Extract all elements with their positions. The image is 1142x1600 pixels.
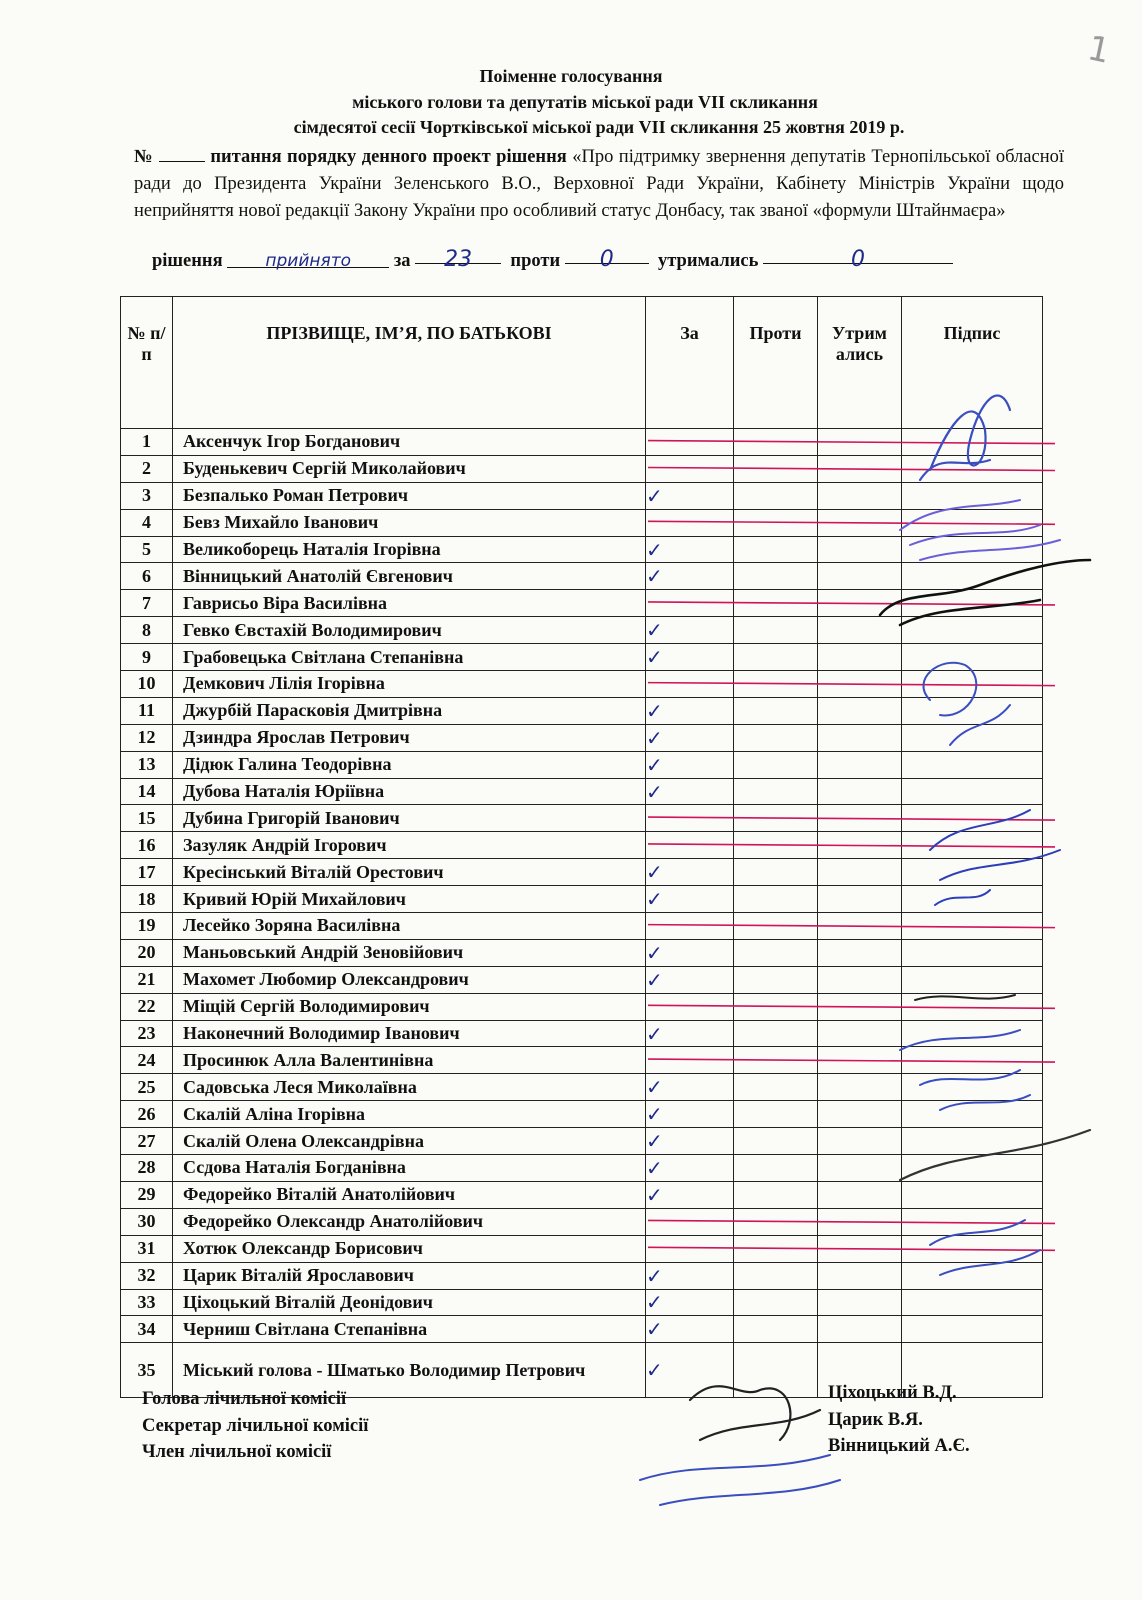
absent-strike-line: [648, 1247, 1055, 1250]
row-number: 25: [121, 1074, 173, 1101]
member-name: Гаврисьо Віра Василівна: [173, 590, 646, 617]
member-name: Федорейко Олександр Анатолійович: [173, 1208, 646, 1235]
col-header-abstain: Утримались: [818, 297, 902, 429]
vote-for-cell: ✓: [646, 886, 734, 913]
decision-result: прийнято: [265, 251, 352, 271]
row-number: 9: [121, 644, 173, 671]
commission-signatures: [640, 1386, 840, 1505]
vote-for-cell: ✓: [646, 939, 734, 966]
vote-for-cell: ✓: [646, 1181, 734, 1208]
row-number: 26: [121, 1101, 173, 1128]
row-number: 32: [121, 1262, 173, 1289]
member-name: Дубина Григорій Іванович: [173, 805, 646, 832]
member-name: Зазуляк Андрій Ігорович: [173, 832, 646, 859]
for-label: за: [393, 251, 411, 271]
vote-for-cell: ✓: [646, 1289, 734, 1316]
row-number: 35: [121, 1343, 173, 1398]
row-number: 10: [121, 671, 173, 698]
vote-for-cell: ✓: [646, 1316, 734, 1343]
commission-name-head: Ціхоцький В.Д.: [828, 1383, 957, 1403]
member-name: Дубова Наталія Юріївна: [173, 778, 646, 805]
vote-for-cell: ✓: [646, 859, 734, 886]
row-number: 19: [121, 913, 173, 940]
row-number: 28: [121, 1155, 173, 1182]
row-number: 34: [121, 1316, 173, 1343]
row-number: 2: [121, 455, 173, 482]
row-number: 21: [121, 966, 173, 993]
col-header-num: № п/п: [121, 297, 173, 429]
vote-for-cell: ✓: [646, 1262, 734, 1289]
member-name: Маньовський Андрій Зеновійович: [173, 939, 646, 966]
row-number: 1: [121, 429, 173, 456]
vote-for-cell: ✓: [646, 1128, 734, 1155]
member-name: Черниш Світлана Степанівна: [173, 1316, 646, 1343]
absent-strike-line: [648, 844, 1055, 847]
row-number: 4: [121, 509, 173, 536]
vote-for-cell: ✓: [646, 697, 734, 724]
absent-strike-line: [648, 1005, 1055, 1008]
commission-name-member: Вінницький А.Є.: [828, 1436, 970, 1456]
commission-role-secretary: Секретар лічильної комісії: [142, 1415, 369, 1436]
vote-for-cell: ✓: [646, 1343, 734, 1398]
row-number: 13: [121, 751, 173, 778]
row-number: 18: [121, 886, 173, 913]
against-label: проти: [510, 251, 561, 271]
member-name: Скалій Олена Олександрівна: [173, 1128, 646, 1155]
member-name: Аксенчук Ігор Богданович: [173, 429, 646, 456]
row-number: 5: [121, 536, 173, 563]
decision-label: рішення: [152, 251, 223, 271]
row-number: 20: [121, 939, 173, 966]
abstain-label: утримались: [657, 251, 759, 271]
row-number: 3: [121, 482, 173, 509]
col-header-name: ПРІЗВИЩЕ, ІМ’Я, ПО БАТЬКОВІ: [173, 297, 646, 429]
member-name: Джурбій Парасковія Дмитрівна: [173, 697, 646, 724]
for-count: 23: [444, 247, 473, 272]
member-name: Царик Віталій Ярославович: [173, 1262, 646, 1289]
document-title: Поіменне голосування: [479, 66, 663, 86]
row-number: 24: [121, 1047, 173, 1074]
vote-for-cell: ✓: [646, 536, 734, 563]
row-number: 17: [121, 859, 173, 886]
absent-strike-lines: [648, 441, 1055, 1251]
member-name: Бевз Михайло Іванович: [173, 509, 646, 536]
member-name: Гевко Євстахій Володимирович: [173, 617, 646, 644]
member-name: Хотюк Олександр Борисович: [173, 1235, 646, 1262]
vote-for-cell: ✓: [646, 778, 734, 805]
absent-strike-line: [648, 441, 1055, 444]
vote-for-cell: ✓: [646, 724, 734, 751]
row-number: 11: [121, 697, 173, 724]
vote-for-cell: ✓: [646, 751, 734, 778]
member-name: Федорейко Віталій Анатолійович: [173, 1181, 646, 1208]
row-number: 23: [121, 1020, 173, 1047]
question-number-label: №: [134, 147, 154, 167]
member-name: Безпалько Роман Петрович: [173, 482, 646, 509]
absent-strike-line: [648, 817, 1055, 820]
member-signatures: [880, 396, 1090, 1275]
row-number: 7: [121, 590, 173, 617]
vote-for-cell: ✓: [646, 644, 734, 671]
row-number: 30: [121, 1208, 173, 1235]
row-number: 33: [121, 1289, 173, 1316]
absent-strike-line: [648, 683, 1055, 686]
vote-for-cell: ✓: [646, 563, 734, 590]
member-name: Махомет Любомир Олександрович: [173, 966, 646, 993]
row-number: 15: [121, 805, 173, 832]
col-header-against: Проти: [734, 297, 818, 429]
member-name: Великоборець Наталія Ігорівна: [173, 536, 646, 563]
member-name: Дзиндра Ярослав Петрович: [173, 724, 646, 751]
member-name: Міщій Сергій Володимирович: [173, 993, 646, 1020]
absent-strike-line: [648, 1059, 1055, 1062]
row-number: 12: [121, 724, 173, 751]
vote-for-cell: ✓: [646, 1155, 734, 1182]
document-subtitle: міського голови та депутатів міської ради VII скликання: [352, 92, 818, 112]
col-header-signature: Підпис: [902, 297, 1043, 429]
vote-for-cell: ✓: [646, 482, 734, 509]
member-name: Міський голова - Шматько Володимир Петрович: [173, 1343, 646, 1398]
member-name: Скалій Аліна Ігорівна: [173, 1101, 646, 1128]
vote-for-cell: ✓: [646, 617, 734, 644]
member-name: Просинюк Алла Валентинівна: [173, 1047, 646, 1074]
member-name: Демкович Лілія Ігорівна: [173, 671, 646, 698]
row-number: 27: [121, 1128, 173, 1155]
row-number: 14: [121, 778, 173, 805]
page-number: 1: [1084, 28, 1114, 72]
member-name: Наконечний Володимир Іванович: [173, 1020, 646, 1047]
commission-role-head: Голова лічильної комісії: [142, 1389, 347, 1409]
row-number: 31: [121, 1235, 173, 1262]
commission-name-secretary: Царик В.Я.: [828, 1409, 923, 1430]
absent-strike-line: [648, 925, 1055, 928]
abstain-count: 0: [851, 247, 866, 272]
member-name: Кривий Юрій Михайлович: [173, 886, 646, 913]
col-header-for: За: [646, 297, 734, 429]
vote-for-cell: ✓: [646, 966, 734, 993]
member-name: Грабовецька Світлана Степанівна: [173, 644, 646, 671]
question-text: «Про підтримку звернення депутатів Тернопільської обласної ради до Президента України Зеленського В.О., Верховної Ради України, Кабінету Міністрів України щодо неприйняття нової редакції Закону України про особливий статус Донбасу, так званої «формули Штайнмаєра»: [134, 147, 1065, 221]
row-number: 8: [121, 617, 173, 644]
commission-role-member: Член лічильної комісії: [142, 1442, 332, 1462]
absent-strike-line: [648, 521, 1055, 524]
member-name: Ссдова Наталія Богданівна: [173, 1155, 646, 1182]
member-name: Садовська Леся Миколаївна: [173, 1074, 646, 1101]
question-lead: питання порядку денного проект рішення: [210, 147, 567, 167]
vote-for-cell: ✓: [646, 1101, 734, 1128]
row-number: 16: [121, 832, 173, 859]
session-line: сімдесятої сесії Чортківської міської ради VII скликання 25 жовтня 2019 р.: [293, 117, 905, 137]
absent-strike-line: [648, 602, 1055, 605]
member-name: Ціхоцький Віталій Деонідович: [173, 1289, 646, 1316]
row-number: 22: [121, 993, 173, 1020]
row-number: 6: [121, 563, 173, 590]
member-name: Вінницький Анатолій Євгенович: [173, 563, 646, 590]
vote-for-cell: ✓: [646, 1020, 734, 1047]
against-count: 0: [599, 247, 614, 272]
absent-strike-line: [648, 1220, 1055, 1223]
member-name: Лесейко Зоряна Василівна: [173, 913, 646, 940]
member-name: Кресінський Віталій Орестович: [173, 859, 646, 886]
absent-strike-line: [648, 467, 1055, 470]
row-number: 29: [121, 1181, 173, 1208]
member-name: Буденькевич Сергій Миколайович: [173, 455, 646, 482]
member-name: Дідюк Галина Теодорівна: [173, 751, 646, 778]
vote-for-cell: ✓: [646, 1074, 734, 1101]
